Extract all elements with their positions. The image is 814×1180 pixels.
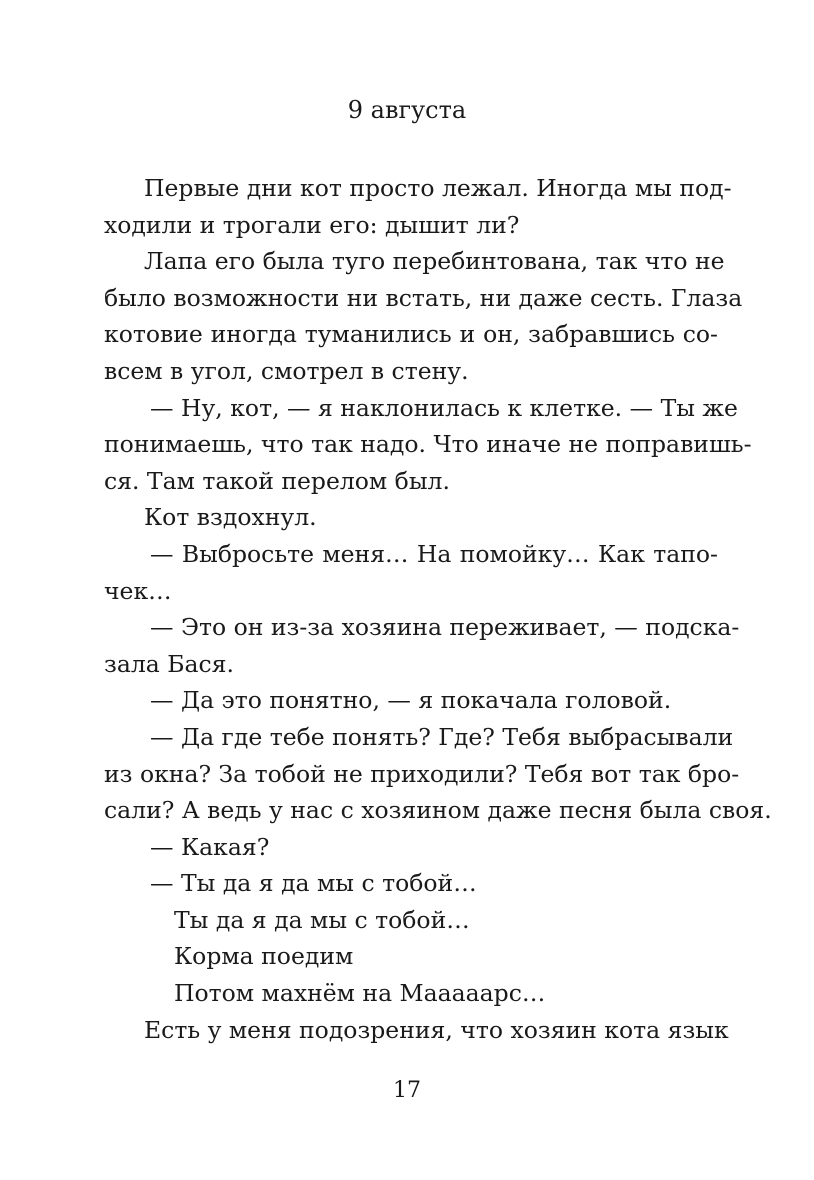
text-line: Первые дни кот просто лежал. Иногда мы под- xyxy=(144,174,732,202)
text-line: — Выбросьте меня… На помойку… Как тапо- xyxy=(150,539,718,568)
text-line: из окна? За тобой не приходили? Тебя вот так бро- xyxy=(104,759,740,788)
text-line: — Ты да я да мы с тобой… xyxy=(150,869,477,898)
text-line: — Какая? xyxy=(150,832,270,861)
text-line: ходили и трогали его: дышит ли? xyxy=(104,210,520,239)
page-number: 17 xyxy=(393,1078,421,1103)
text-line: Есть у меня подозрения, что хозяин кота язык xyxy=(144,1015,729,1044)
text-line: — Это он из-за хозяина переживает, — подска- xyxy=(150,613,740,642)
text-line: Кот вздохнул. xyxy=(144,503,317,532)
text-line: всем в угол, смотрел в стену. xyxy=(104,356,469,385)
text-line: — Да где тебе понять? Где? Тебя выбрасывали xyxy=(150,722,734,751)
verse-line: Ты да я да мы с тобой… xyxy=(174,905,470,934)
text-line: — Ну, кот, — я наклонилась к клетке. — Ты же xyxy=(150,393,738,422)
verse-line: Потом махнём на Мааааарс… xyxy=(174,979,546,1008)
text-line: зала Бася. xyxy=(104,649,234,678)
text-line: чек… xyxy=(104,576,172,605)
text-line: — Да это понятно, — я покачала головой. xyxy=(150,686,672,715)
verse-line: Корма поедим xyxy=(174,942,354,971)
text-line: было возможности ни встать, ни даже сесть. Глаза xyxy=(104,283,743,312)
text-line: ся. Там такой перелом был. xyxy=(104,466,450,495)
text-line: понимаешь, что так надо. Что иначе не поправишь- xyxy=(104,430,752,459)
text-line: котовие иногда туманились и он, забравшись со- xyxy=(104,320,718,349)
chapter-date-heading: 9 августа xyxy=(347,96,467,124)
text-line: Лапа его была туго перебинтована, так что не xyxy=(144,247,725,276)
text-line: сали? А ведь у нас с хозяином даже песня была своя. xyxy=(104,796,772,825)
body-text xyxy=(104,170,772,1048)
